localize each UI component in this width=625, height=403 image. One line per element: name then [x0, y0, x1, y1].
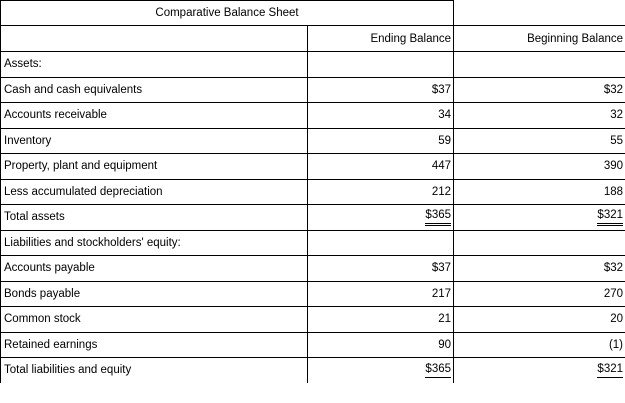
row-label: Bonds payable	[1, 281, 308, 307]
beginning-total-value: $321	[597, 363, 623, 378]
header-label-cell	[1, 26, 308, 52]
row-label: Total liabilities and equity	[1, 358, 308, 383]
ending-value: 212	[308, 179, 454, 205]
row-label: Inventory	[1, 128, 308, 154]
col-header-ending: Ending Balance	[308, 26, 454, 52]
beginning-value: 32	[454, 103, 625, 129]
table-row	[1, 52, 625, 78]
row-label: Property, plant and equipment	[1, 154, 308, 180]
total-row	[1, 358, 625, 383]
beginning-value: $32	[454, 256, 625, 282]
beginning-value: 188	[454, 179, 625, 205]
table-row	[1, 77, 625, 103]
beginning-value: (1)	[454, 332, 625, 358]
table-row	[1, 281, 625, 307]
ending-value: 59	[308, 128, 454, 154]
ending-value	[308, 52, 454, 78]
row-label: Total assets	[1, 205, 308, 231]
ending-value: 34	[308, 103, 454, 129]
ending-value: 447	[308, 154, 454, 180]
beginning-value	[454, 52, 625, 78]
beginning-total-cell	[454, 358, 625, 383]
row-label: Common stock	[1, 307, 308, 333]
row-label: Assets:	[1, 52, 308, 78]
table-row	[1, 256, 625, 282]
row-label: Less accumulated depreciation	[1, 179, 308, 205]
ending-total-value: $365	[425, 209, 451, 226]
blank-cell	[454, 1, 625, 26]
ending-value: $37	[308, 256, 454, 282]
table-title: Comparative Balance Sheet	[1, 1, 454, 26]
row-label: Accounts receivable	[1, 103, 308, 129]
beginning-value: $32	[454, 77, 625, 103]
beginning-value: 20	[454, 307, 625, 333]
beginning-value: 270	[454, 281, 625, 307]
ending-total-cell	[308, 358, 454, 383]
row-label: Cash and cash equivalents	[1, 77, 308, 103]
total-row	[1, 205, 625, 231]
table-row	[1, 230, 625, 256]
col-header-beginning: Beginning Balance	[454, 26, 625, 52]
row-label: Liabilities and stockholders' equity:	[1, 230, 308, 256]
table-row	[1, 179, 625, 205]
table-row	[1, 128, 625, 154]
ending-value: 21	[308, 307, 454, 333]
table-row	[1, 154, 625, 180]
ending-value	[308, 230, 454, 256]
beginning-total-value: $321	[597, 209, 623, 226]
beginning-value	[454, 230, 625, 256]
table-row	[1, 332, 625, 358]
beginning-total-cell	[454, 205, 625, 231]
ending-total-value: $365	[425, 363, 451, 378]
ending-value: 217	[308, 281, 454, 307]
beginning-value: 390	[454, 154, 625, 180]
ending-value: $37	[308, 77, 454, 103]
ending-total-cell	[308, 205, 454, 231]
row-label: Retained earnings	[1, 332, 308, 358]
table-row	[1, 103, 625, 129]
row-label: Accounts payable	[1, 256, 308, 282]
beginning-value: 55	[454, 128, 625, 154]
table-row	[1, 307, 625, 333]
ending-value: 90	[308, 332, 454, 358]
